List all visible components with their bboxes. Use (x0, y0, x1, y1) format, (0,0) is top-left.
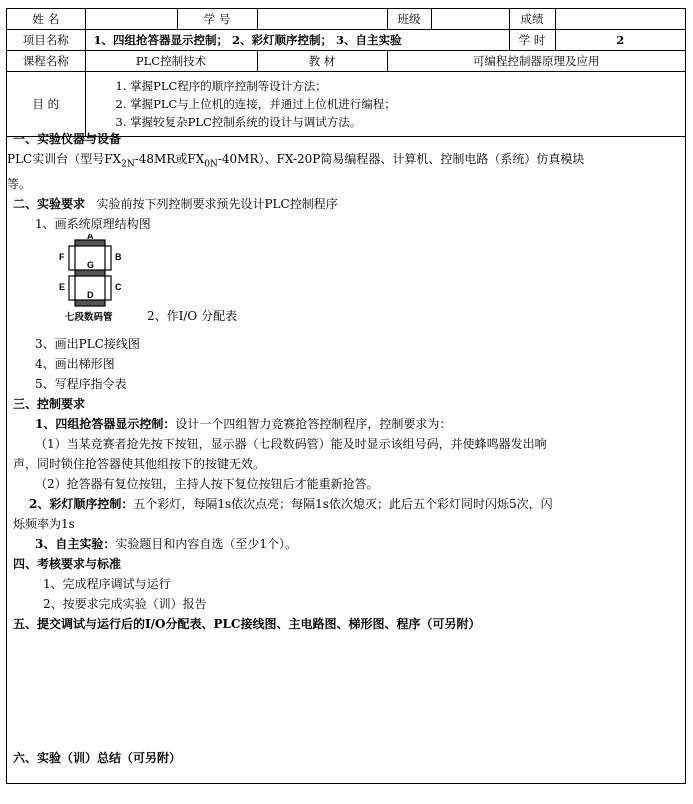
equipment-part: -40MR）、FX-20P简易编程器、计算机、控制电路（系统）仿真模块 (217, 152, 585, 166)
objective-label: 目 的 (7, 72, 85, 137)
score-label: 成绩 (509, 9, 555, 30)
course-label: 课程名称 (7, 51, 85, 72)
objective-item: 1. 掌握PLC程序的顺序控制等设计方法； (115, 79, 327, 93)
segment-d (75, 300, 105, 306)
class-label: 班级 (387, 9, 431, 30)
equipment-part: -48MR或FX (134, 152, 205, 166)
segment-f (69, 246, 75, 270)
id-label: 学 号 (177, 9, 257, 30)
objective-list (85, 72, 685, 137)
score-value (555, 9, 685, 30)
seg-letter-b: B (115, 252, 122, 263)
section-2-desc: 实验前按下列控制要求预先设计PLC控制程序 (96, 197, 338, 212)
section-6-title: 六、实验（训）总结（可另附） (13, 751, 182, 765)
course-value: PLC控制技术 (85, 51, 257, 72)
assess-item-2: 2、按要求完成实验（训）报告 (43, 597, 207, 612)
task-1-body: 设计一个四组智力竞赛抢答控制程序，控制要求为： (175, 417, 452, 432)
report-sheet (6, 8, 686, 784)
task-1-p2: （2）抢答器有复位按钮，主持人按下复位按钮后才能重新抢答。 (35, 477, 379, 492)
task-3 (13, 534, 679, 554)
header-table (7, 9, 685, 137)
seven-segment-figure (13, 234, 679, 334)
textbook-label: 教 材 (257, 51, 387, 72)
class-value (431, 9, 509, 30)
task-2-head: 2、彩灯顺序控制： (29, 497, 134, 512)
hours-value: 2 (555, 30, 685, 51)
objective-item: 3. 掌握较复杂PLC控制系统的设计与调试方法。 (115, 115, 362, 129)
objective-item: 2. 掌握PLC与上位机的连接，并通过上位机进行编程； (115, 97, 396, 111)
report-body (7, 129, 685, 634)
task-3-body: 实验题目和内容自选（至少1个）。 (115, 537, 297, 552)
task-1-p1b: 声，同时锁住抢答器使其他组按下的按键无效。 (13, 457, 266, 472)
id-value (257, 9, 387, 30)
task-1-head: 1、四组抢答器显示控制： (35, 417, 176, 432)
req-item-2: 2、作I/O 分配表 (147, 309, 238, 324)
section-2-title (13, 194, 679, 214)
seg-letter-g: G (87, 260, 95, 271)
task-1-p1: （1）当某竞赛者抢先按下按钮，显示器（七段数码管）能及时显示该组号码，并使蜂鸣器发出响 (35, 437, 547, 452)
task-2 (13, 494, 679, 514)
task-2-body-2: 烁频率为1s (13, 517, 75, 532)
textbook-value: 可编程控制器原理及应用 (387, 51, 685, 72)
name-label: 姓 名 (7, 9, 85, 30)
task-2-body: 五个彩灯，每隔1s依次点亮；每隔1s依次熄灭；此后五个彩灯同时闪烁5次，闪 (133, 497, 553, 512)
section-1-title: 一、实验仪器与设备 (13, 132, 122, 146)
assess-item-1: 1、完成程序调试与运行 (43, 577, 171, 592)
equipment-text-end: 等。 (7, 177, 32, 192)
equipment-sub: 2N (121, 159, 135, 170)
seg-letter-d: D (87, 290, 94, 301)
section-5-title: 五、提交调试与运行后的I/O分配表、PLC接线图、主电路图、梯形图、程序（可另附） (13, 617, 481, 632)
section-3-title: 三、控制要求 (13, 397, 86, 412)
segment-c (105, 276, 111, 300)
project-value: 1、四组抢答器显示控制； 2、彩灯顺序控制； 3、自主实验 (85, 30, 509, 51)
name-value (85, 9, 177, 30)
section-4-title: 四、考核要求与标准 (13, 557, 122, 572)
task-3-head: 3、自主实验： (35, 537, 116, 552)
req-item-5: 5、写程序指令表 (35, 377, 127, 392)
task-1 (13, 414, 679, 434)
segment-b (105, 246, 111, 270)
seg-letter-c: C (115, 282, 122, 293)
project-label: 项目名称 (7, 30, 85, 51)
seven-segment-diagram (53, 234, 133, 324)
seg-caption: 七段数码管 (65, 312, 113, 324)
segment-e (69, 276, 75, 300)
seg-letter-a: A (87, 234, 94, 242)
req-item-4: 4、画出梯形图 (35, 357, 115, 372)
hours-label: 学 时 (509, 30, 555, 51)
equipment-text (7, 149, 679, 174)
equipment-sub: 0N (204, 159, 218, 170)
equipment-part: PLC实训台（型号FX (7, 152, 122, 166)
req-item-1: 1、画系统原理结构图 (35, 217, 151, 232)
segment-g (75, 270, 105, 276)
req-item-3: 3、画出PLC接线图 (35, 337, 140, 352)
seg-letter-f: F (59, 252, 65, 263)
section-2-heading: 二、实验要求 (13, 197, 86, 212)
seg-letter-e: E (59, 282, 66, 293)
